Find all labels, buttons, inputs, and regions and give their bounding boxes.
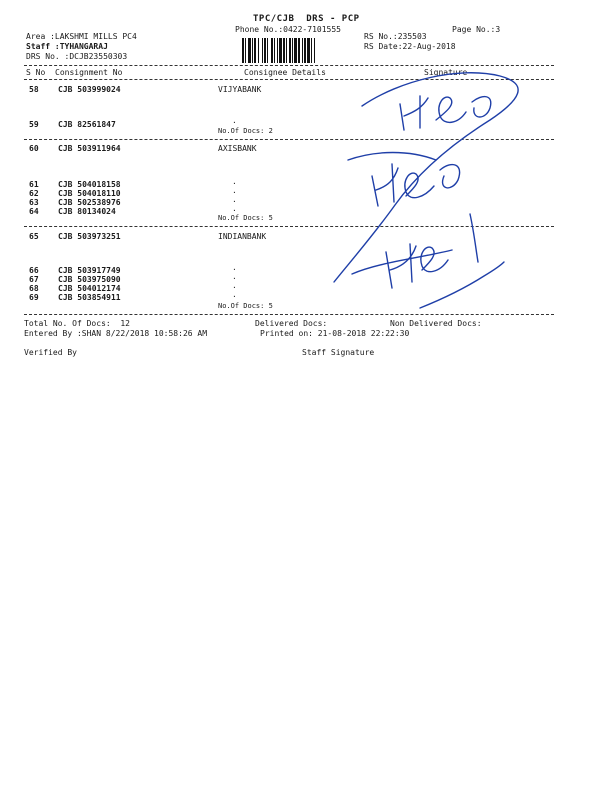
rs-date: RS Date:22-Aug-2018: [364, 42, 456, 51]
table-row-sno: 60: [29, 144, 39, 153]
dot-mark: .: [232, 272, 237, 281]
header-rule-top: [24, 65, 554, 66]
staff-signature-label: Staff Signature: [302, 348, 375, 357]
page-number: Page No.:3: [452, 25, 501, 34]
table-row-consignment: CJB 504012174: [58, 284, 121, 293]
printed-on: Printed on: 21-08-2018 22:22:30: [260, 329, 410, 338]
dot-mark: .: [232, 281, 237, 290]
table-end-rule: [24, 314, 554, 315]
drs-number: DRS No. :DCJB23550303: [26, 52, 128, 61]
group-divider: [24, 226, 554, 227]
docs-count: No.Of Docs: 5: [218, 214, 273, 222]
table-row-sno: 64: [29, 207, 39, 216]
staff-label: Staff :TYHANGARAJ: [26, 42, 108, 51]
table-row-sno: 68: [29, 284, 39, 293]
column-header-consignee: Consignee Details: [244, 68, 326, 77]
dot-mark: .: [232, 263, 237, 272]
table-row-sno: 69: [29, 293, 39, 302]
document-title: TPC/CJB DRS - PCP: [253, 14, 360, 24]
table-row-sno: 65: [29, 232, 39, 241]
table-row-sno: 62: [29, 189, 39, 198]
consignee-name: INDIANBANK: [218, 232, 267, 241]
dot-mark: .: [232, 195, 237, 204]
group-divider: [24, 139, 554, 140]
table-row-consignment: CJB 502538976: [58, 198, 121, 207]
table-row-consignment: CJB 82561847: [58, 120, 116, 129]
total-docs: Total No. Of Docs: 12: [24, 319, 130, 328]
barcode-icon: [241, 38, 351, 63]
table-row-consignment: CJB 503911964: [58, 144, 121, 153]
dot-mark: .: [232, 186, 237, 195]
consignee-name: VIJYABANK: [218, 85, 262, 94]
table-row-consignment: CJB 503975090: [58, 275, 121, 284]
consignee-name: AXISBANK: [218, 144, 257, 153]
dot-mark: .: [232, 204, 237, 213]
table-row-consignment: CJB 503999024: [58, 85, 121, 94]
column-header-signature: Signature: [424, 68, 468, 77]
table-row-sno: 58: [29, 85, 39, 94]
table-row-sno: 59: [29, 120, 39, 129]
table-row-sno: 61: [29, 180, 39, 189]
header-rule-bottom: [24, 79, 554, 80]
table-row-consignment: CJB 503973251: [58, 232, 121, 241]
table-row-sno: 63: [29, 198, 39, 207]
table-row-consignment: CJB 504018110: [58, 189, 121, 198]
rs-number: RS No.:235503: [364, 32, 427, 41]
dot-mark: .: [232, 116, 237, 125]
table-row-consignment: CJB 503917749: [58, 266, 121, 275]
table-row-consignment: CJB 80134024: [58, 207, 116, 216]
docs-count: No.Of Docs: 2: [218, 127, 273, 135]
entered-by: Entered By :SHAN 8/22/2018 10:58:26 AM: [24, 329, 208, 338]
verified-by: Verified By: [24, 348, 77, 357]
non-delivered-docs: Non Delivered Docs:: [390, 319, 482, 328]
table-row-sno: 67: [29, 275, 39, 284]
dot-mark: .: [232, 290, 237, 299]
phone-number: Phone No.:0422-7101555: [235, 25, 341, 34]
column-header-consignment: Consignment No: [55, 68, 123, 77]
table-row-consignment: CJB 503854911: [58, 293, 121, 302]
delivered-docs: Delivered Docs:: [255, 319, 328, 328]
table-row-consignment: CJB 504018158: [58, 180, 121, 189]
table-row-sno: 66: [29, 266, 39, 275]
column-header-sno: S No: [26, 68, 46, 77]
docs-count: No.Of Docs: 5: [218, 302, 273, 310]
dot-mark: .: [232, 177, 237, 186]
area-label: Area :LAKSHMI MILLS PC4: [26, 32, 137, 41]
